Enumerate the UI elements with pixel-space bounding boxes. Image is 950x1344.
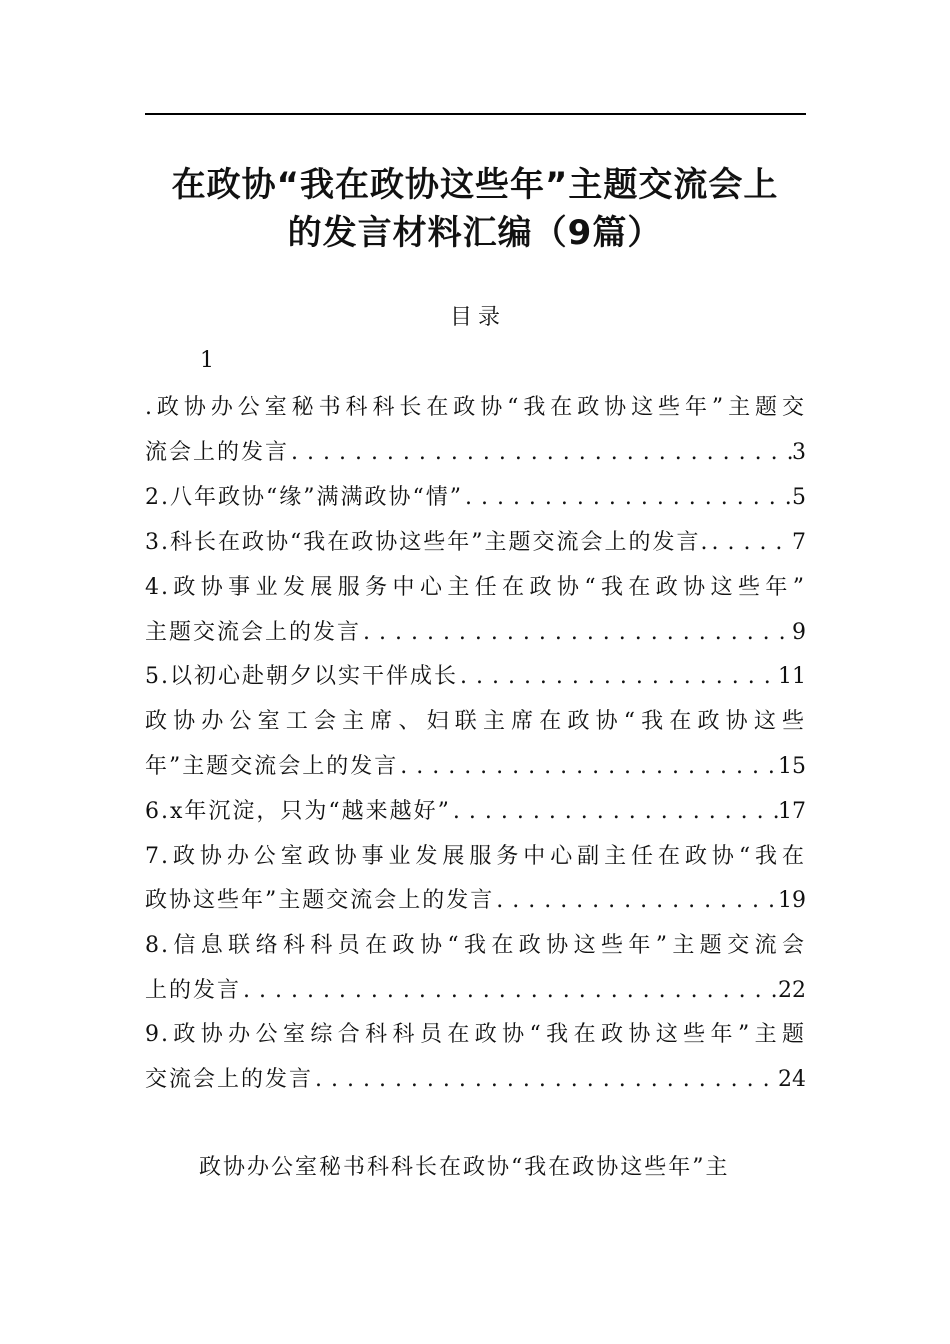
- document-title-line-2: 的发言材料汇编（9篇）: [287, 213, 663, 253]
- toc-page-number: 22: [778, 978, 806, 1003]
- toc-line[interactable]: [145, 618, 806, 648]
- toc-line[interactable]: [145, 1020, 806, 1050]
- toc-page-number: 19: [778, 888, 806, 913]
- toc-line-text: 8.信息联络科科员在政协“我在政协这些年”主题交流会: [145, 933, 806, 958]
- toc-line[interactable]: [145, 842, 806, 872]
- toc-line[interactable]: [145, 707, 806, 737]
- toc-page-number: 24: [778, 1067, 806, 1092]
- toc-leader-dots: [709, 528, 792, 558]
- toc-leader-dots: [289, 438, 792, 468]
- toc-leader-dots: [313, 1065, 778, 1095]
- toc-line[interactable]: [145, 573, 806, 603]
- toc-line-text: 7.政协办公室政协事业发展服务中心副主任在政协“我在: [145, 844, 806, 869]
- document-title-line-1: 在政协“我在政协这些年”主题交流会上: [171, 165, 779, 205]
- toc-leader-dots: [494, 886, 778, 916]
- toc-heading: 目录: [449, 305, 506, 330]
- toc-line-text: 流会上的发言: [145, 440, 290, 465]
- toc-line-text: 9.政协办公室综合科科员在政协“我在政协这些年”主题: [145, 1022, 806, 1047]
- toc-line-text: 政协办公室工会主席、妇联主席在政协“我在政协这些: [145, 709, 806, 734]
- header-rule: [145, 113, 806, 115]
- toc-line-text: 交流会上的发言: [145, 1067, 314, 1092]
- toc-line[interactable]: [145, 752, 806, 782]
- toc-line[interactable]: [145, 438, 806, 468]
- toc-line[interactable]: [145, 931, 806, 961]
- toc-line[interactable]: [145, 528, 806, 558]
- toc-line-text: 政协这些年”主题交流会上的发言: [145, 888, 495, 913]
- toc-line-text: 2.八年政协“缘”满满政协“情”: [145, 485, 463, 510]
- toc-first-number: 1: [200, 348, 214, 373]
- toc-line-text: .政协办公室秘书科科长在政协“我在政协这些年”主题交: [145, 395, 806, 420]
- toc-line-text: 年”主题交流会上的发言: [145, 754, 399, 779]
- toc-line[interactable]: [145, 662, 806, 692]
- toc-line-text: 4.政协事业发展服务中心主任在政协“我在政协这些年”: [145, 575, 806, 600]
- toc-line[interactable]: [145, 976, 806, 1006]
- toc-leader-dots: [398, 752, 778, 782]
- toc-leader-dots: [463, 483, 792, 513]
- toc-leader-dots: [241, 976, 778, 1006]
- toc-line[interactable]: [145, 797, 806, 827]
- toc-page-number: 7: [792, 530, 806, 555]
- toc-page-number: 5: [792, 485, 806, 510]
- toc-line[interactable]: [145, 1065, 806, 1095]
- toc-line-text: 主题交流会上的发言: [145, 620, 362, 645]
- toc-line-text: 5.以初心赴朝夕以实干伴成长: [145, 664, 458, 689]
- toc-line[interactable]: [145, 393, 806, 423]
- body-paragraph-start: 政协办公室秘书科科长在政协“我在政协这些年”主: [199, 1155, 730, 1180]
- toc-leader-dots: [361, 618, 792, 648]
- toc-page-number: 9: [792, 620, 806, 645]
- toc-page-number: 3: [792, 440, 806, 465]
- toc-line-text: 6.x年沉淀，只为“越来越好”: [145, 799, 451, 824]
- toc-page-number: 11: [778, 664, 806, 689]
- toc-page-number: 15: [778, 754, 806, 779]
- toc-line[interactable]: [145, 886, 806, 916]
- toc-line-text: 上的发言: [145, 978, 242, 1003]
- toc-leader-dots: [458, 662, 778, 692]
- toc-page-number: 17: [778, 799, 806, 824]
- toc-leader-dots: [451, 797, 778, 827]
- toc-line[interactable]: [145, 483, 806, 513]
- toc-line-text: 3.科长在政协“我在政协这些年”主题交流会上的发言.: [145, 530, 710, 555]
